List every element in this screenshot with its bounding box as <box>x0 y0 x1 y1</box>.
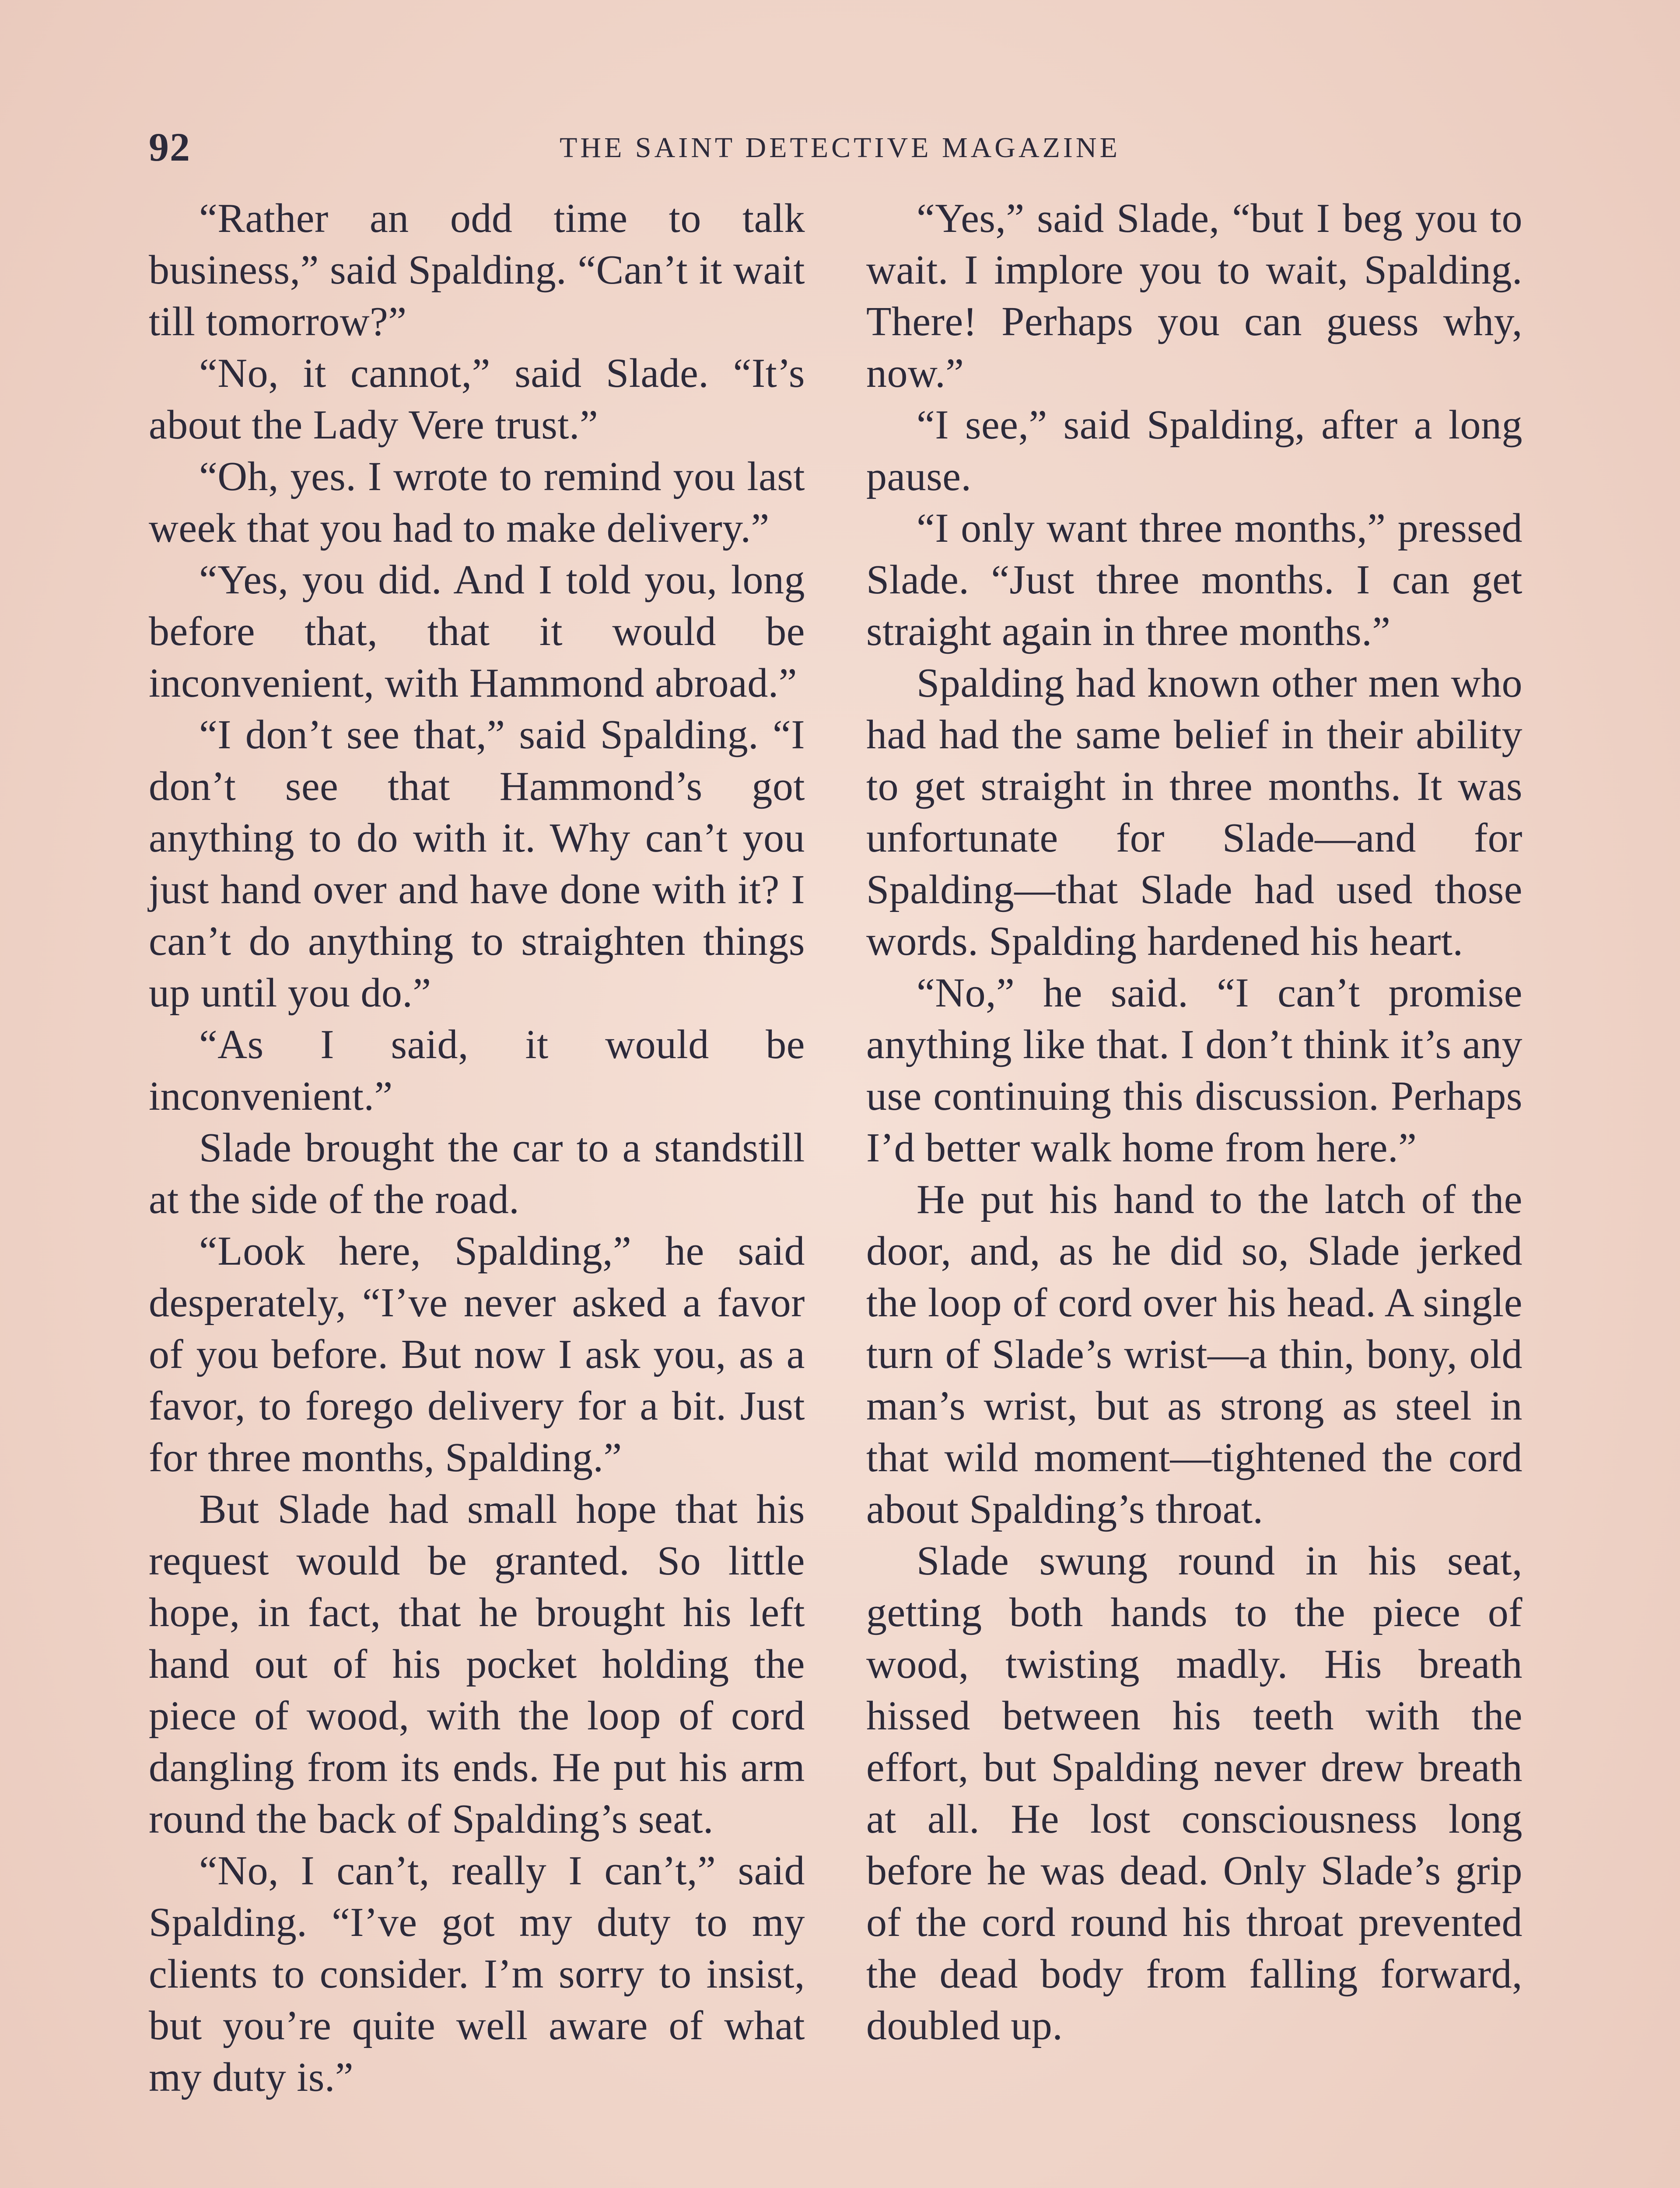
paragraph: “No,” he said. “I can’t promise anything like that. I don’t think it’s any use continuing this discussion. Perhaps I’d better walk home from here.” <box>866 970 1522 1171</box>
paragraph: But Slade had small hope that his request would be granted. So little hope, in fact, that he brought his left hand out of his pocket holding the piece of wood, with the loop of cord dangling from its ends. He put his arm round the back of Spalding’s seat. <box>149 1487 805 1842</box>
paragraph: He put his hand to the latch of the door, and, as he did so, Slade jerked the loop of cord over his head. A single turn of Slade’s wrist—a thin, bony, old man’s wrist, but as strong as steel in that wild moment—tightened the cord about Spalding’s throat. <box>866 1177 1522 1532</box>
page-number: 92 <box>149 125 191 169</box>
paragraph: “I only want three months,” pressed Slade. “Just three months. I can get straight again in three months.” <box>866 505 1522 654</box>
paragraph: Slade brought the car to a standstill at the side of the road. <box>149 1125 805 1222</box>
right-column <box>866 193 1522 2051</box>
paragraph: “Yes, you did. And I told you, long before that, that it would be inconvenient, with Hammond abroad.” <box>149 557 805 706</box>
paragraph: “No, it cannot,” said Slade. “It’s about the Lady Vere trust.” <box>149 351 805 448</box>
paragraph: “Rather an odd time to talk business,” said Spalding. “Can’t it wait till tomorrow?” <box>149 196 805 344</box>
paragraph: “Yes,” said Slade, “but I beg you to wait. I implore you to wait, Spalding. There! Perhaps you can guess why, now.” <box>866 196 1522 396</box>
paragraph: “Look here, Spalding,” he said desperately, “I’ve never asked a favor of you before. But now I ask you, as a favor, to forego delivery for a bit. Just for three months, Spalding.” <box>149 1228 805 1480</box>
paragraph: “Oh, yes. I wrote to remind you last week that you had to make delivery.” <box>149 454 805 551</box>
paragraph: “I see,” said Spalding, after a long pause. <box>866 402 1522 499</box>
paragraph: Spalding had known other men who had had the same belief in their ability to get straight in three months. It was unfortunate for Slade—and for Spalding—that Slade had used those words. Spalding hardened his heart. <box>866 660 1522 964</box>
running-head: THE SAINT DETECTIVE MAGAZINE <box>560 132 1120 164</box>
paragraph: “No, I can’t, really I can’t,” said Spalding. “I’ve got my duty to my clients to consider. I’m sorry to insist, but you’re quite well aware of what my duty is.” <box>149 1848 805 2100</box>
paragraph: “As I said, it would be inconvenient.” <box>149 1022 805 1119</box>
left-column <box>149 193 805 2103</box>
paragraph: Slade swung round in his seat, getting both hands to the piece of wood, twisting madly. His breath hissed between his teeth with the effort, but Spalding never drew breath at all. He lost consciousness long before he was dead. Only Slade’s grip of the cord round his throat prevented the dead body from falling forward, doubled up. <box>866 1538 1522 2048</box>
paragraph: “I don’t see that,” said Spalding. “I don’t see that Hammond’s got anything to do with it. Why can’t you just hand over and have done with it? I can’t do anything to straighten things up until you do.” <box>149 712 805 1016</box>
